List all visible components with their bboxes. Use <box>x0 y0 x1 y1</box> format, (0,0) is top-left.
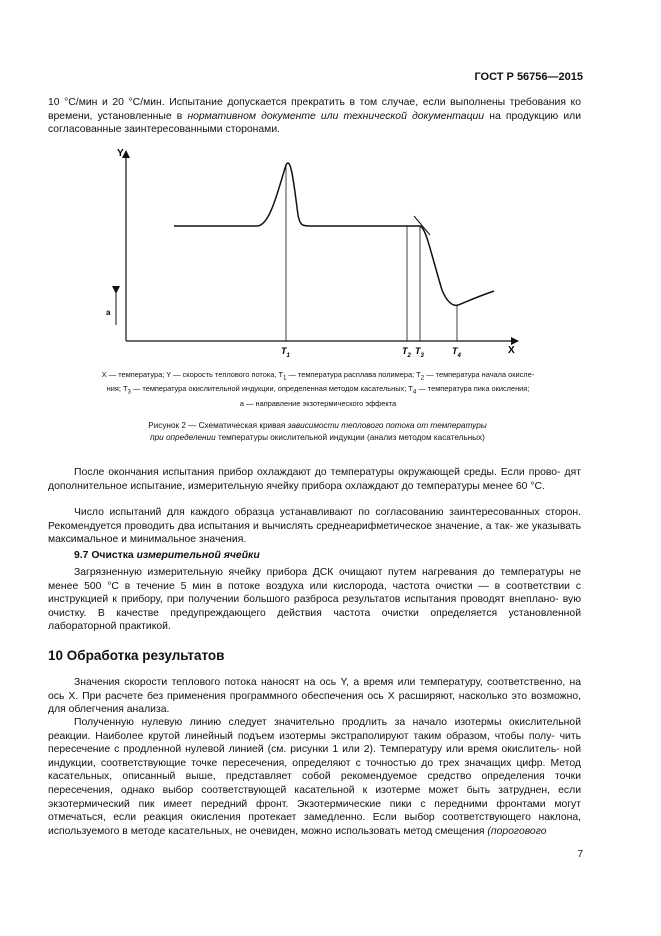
legend-line-1: X — температура; Y — скорость теплового потока, $T_1$ — температура расплава полимера; $T_2$ — температура начала окисле- <box>101 370 535 382</box>
y-axis-label: Y <box>117 148 124 159</box>
arrow-label: а <box>106 308 111 317</box>
legend-line-3: а — направление экзотермического эффекта <box>239 398 397 408</box>
intro-paragraph <box>48 96 581 137</box>
paragraph-test-count: Число испытаний для каждого образца устанавливают по согласованию заинтересованных сторон. Рекомендуется проводить два испытания и вычислять среднеарифметическое значение, а так- же указывать максимальное и минимальное значения. <box>48 507 581 546</box>
page-number: 7 <box>577 849 583 860</box>
document-header: ГОСТ Р 56756—2015 <box>474 71 583 83</box>
dsc-curve-figure <box>100 145 540 365</box>
section-heading: 10 Обработка результатов <box>48 648 225 663</box>
paragraph-results-1: Значения скорости теплового потока наносят на ось Y, а время или температуру, соответственно, на ось X. При расчете без применения программного обеспечения ось X расширяют, насколько это возможно, для облегчения анализа. <box>48 677 581 716</box>
x-axis-label: X <box>508 345 515 356</box>
figure-legend <box>48 369 588 409</box>
t4-label: $T_4$ <box>452 346 461 359</box>
paragraph-results-2: Полученную нулевую линию следует значительно продлить за начало изотермы окислительной реакции. Наиболее крутой линейный подъем изотермы экстраполируют таким образом, чтобы полу- чить пересечение с продленной нулевой линией (см. рисунки 1 или 2). Температуру или время окислитель- ной индукции, соответствующие точке пересечения, определяют с точностью до трех значащих цифр. Метод касательных, описанный выше, представляет собой рекомендуемое средство определения точки пересечения, однако выбор соответствующей касательной к изотерме может быть затруднен, если экзотермический пик имеет передний фронт. Экзотермические пики с передними фронтами могут отмечаться, если реакция окисления протекает замедленно. Если выбор соответствующего наклона, используемого в методе касательных, не очевиден, можно использовать метод смещения (порогового <box>48 717 581 837</box>
intro-text: 10 °С/мин и 20 °С/мин. Испытание допускается прекратить в том случае, если выполнены требования ко времени, установленные в <box>48 97 581 122</box>
figure-caption: Рисунок 2 — Схематическая кривая зависимости теплового потока от температуры при определении температуры окислительной индукции (анализ методом касательных) <box>148 421 487 442</box>
paragraph-cooling: После окончания испытания прибор охлаждают до температуры окружающей среды. Если прово- дят дополнительное испытание, измерительную ячейку прибора охлаждают до температуры менее 60 °С. <box>48 467 581 492</box>
subsection-heading: 9.7 Очистка измерительной ячейки <box>74 550 260 561</box>
intro-emphasis: нормативном документе или технической документации <box>187 110 485 122</box>
paragraph-cleaning: Загрязненную измерительную ячейку прибора ДСК очищают путем нагревания до температуры не менее 500 °С в течение 5 мин в потоке воздуха или кислорода, частота очистки — в соответствии с инструкцией к прибору, при получении большого разброса результатов испытания проводят внеплано- вую очистку. В качестве предупреждающего действия частота очистки определяется установленной лабораторной практикой. <box>48 567 581 633</box>
t1-label: $T_1$ <box>281 346 290 359</box>
t2-label: $T_2$ <box>402 346 411 359</box>
intro-text-end: на продукцию или согласованные заинтересованными сторонами. <box>48 110 581 136</box>
heat-flow-curve <box>174 163 494 305</box>
t3-label: $T_3$ <box>415 346 424 359</box>
legend-line-2: ния; $T_3$ — температура окислительной индукции, определенная методом касательных; $T_4$ — температура пика окисления; <box>106 384 530 396</box>
